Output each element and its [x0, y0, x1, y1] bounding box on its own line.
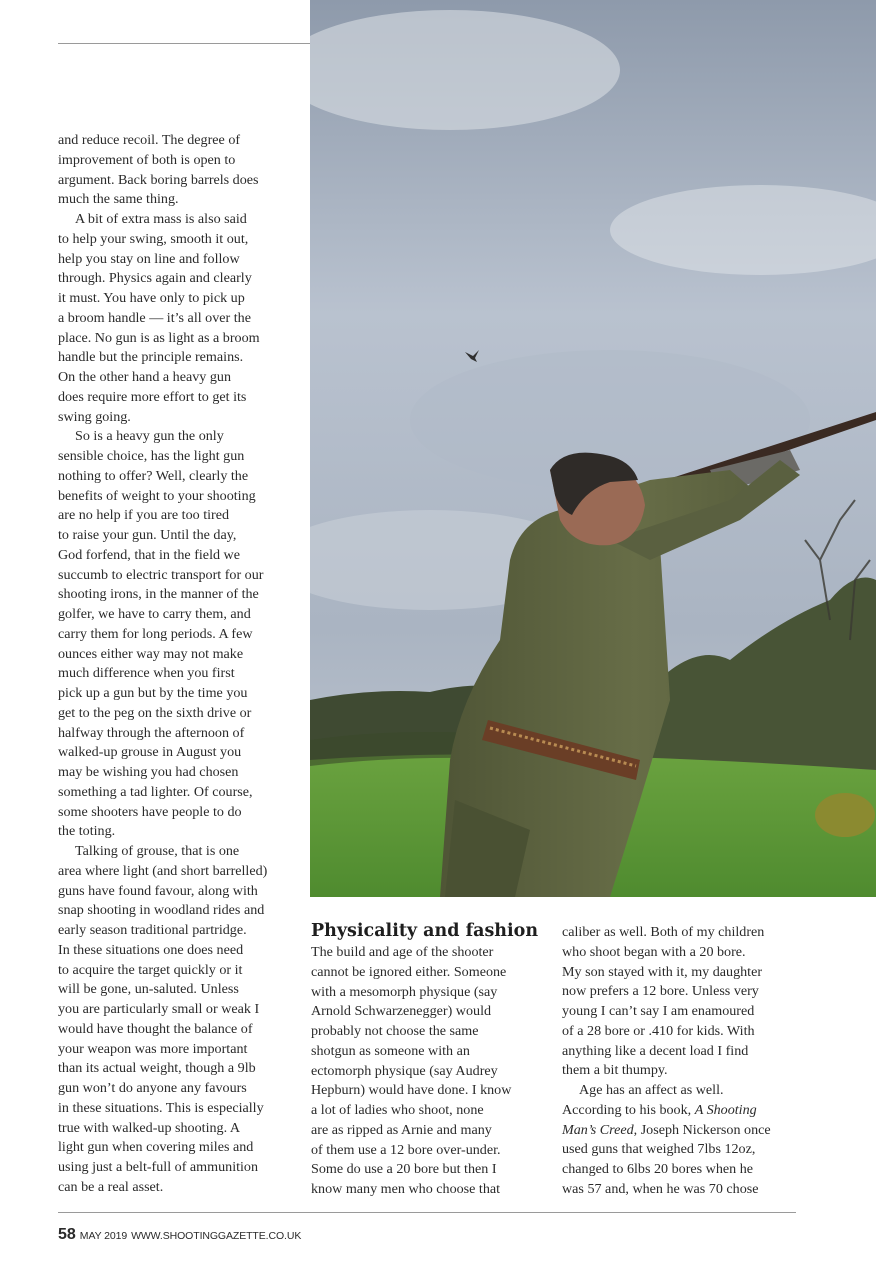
page-footer — [58, 1226, 301, 1244]
text-line: nothing to offer? Well, clearly the — [58, 467, 249, 484]
issue-date: MAY 2019 — [79, 1230, 128, 1242]
text-line: anything like a decent load I find — [562, 1042, 749, 1059]
text-line: carry them for long periods. A few — [58, 625, 253, 642]
text-line: through. Physics again and clearly — [58, 270, 252, 287]
text-line: Hepburn) would have done. I know — [311, 1082, 512, 1099]
shooter-photo — [310, 0, 876, 897]
text-line — [562, 1121, 796, 1141]
text-line: of them use a 12 bore over-under. — [311, 1141, 501, 1158]
text-line: ounces either way may not make — [58, 645, 244, 662]
text-line: get to the peg on the sixth drive or — [58, 704, 252, 721]
bottom-rule — [58, 1212, 796, 1213]
text-line: area where light (and short barrelled) — [58, 862, 268, 879]
website-link[interactable]: WWW.SHOOTINGGAZETTE.CO.UK — [131, 1230, 302, 1242]
text-line: the toting. — [58, 823, 116, 840]
section-heading: Physicality and fashion — [311, 921, 539, 941]
text-line: was 57 and, when he was 70 chose — [562, 1180, 759, 1197]
text-line: much the same thing. — [58, 191, 179, 208]
text-line: gun won’t do anyone any favours — [58, 1080, 247, 1096]
text-line: shooting irons, in the manner of the — [58, 586, 259, 603]
text-line: Arnold Schwarzenegger) would — [311, 1003, 492, 1020]
text-line: true with walked-up shooting. A — [58, 1119, 241, 1136]
text-line: sensible choice, has the light gun — [58, 448, 245, 464]
text-line: of a 28 bore or .410 for kids. With — [562, 1022, 755, 1039]
text-line: will be gone, un-saluted. Unless — [58, 981, 239, 998]
text-line: golfer, we have to carry them, and — [58, 606, 251, 622]
text-line: My son stayed with it, my daughter — [562, 963, 763, 980]
text-line: God forfend, that in the field we — [58, 546, 240, 563]
text-line: Some do use a 20 bore but then I — [311, 1161, 497, 1178]
text-line: snap shooting in woodland rides and — [58, 902, 265, 919]
text-line: it must. You have only to pick up — [58, 290, 245, 306]
text-line: So is a heavy gun the only — [75, 428, 224, 445]
text-line: guns have found favour, along with — [58, 882, 258, 899]
text-line: young I can’t say I am enamoured — [562, 1003, 755, 1019]
text-line: to raise your gun. Until the day, — [58, 527, 237, 543]
text-line: now prefers a 12 bore. Unless very — [562, 983, 759, 1000]
text-line: help you stay on line and follow — [58, 250, 240, 267]
text-line: place. No gun is as light as a broom — [58, 329, 260, 346]
text-line: some shooters have people to do — [58, 803, 242, 820]
text-line: succumb to electric transport for our — [58, 566, 264, 583]
text-line: argument. Back boring barrels does — [58, 171, 259, 188]
text-line: in these situations. This is especially — [58, 1099, 264, 1116]
text-line: A bit of extra mass is also said — [75, 211, 247, 227]
text-line: are as ripped as Arnie and many — [311, 1121, 492, 1138]
text-line: On the other hand a heavy gun — [58, 369, 231, 385]
text-line: something a tad lighter. Of course, — [58, 783, 253, 800]
text-line: cannot be ignored either. Someone — [311, 963, 507, 980]
text-line: handle but the principle remains. — [58, 349, 244, 366]
text-line: light gun when covering miles and — [58, 1139, 254, 1156]
column-right — [562, 923, 796, 1200]
text-line: used guns that weighed 7lbs 12oz, — [562, 1141, 756, 1158]
text-line: pick up a gun but by the time you — [58, 685, 248, 701]
text-line: and reduce recoil. The degree of — [58, 132, 241, 148]
text-line: probably not choose the same — [311, 1023, 479, 1039]
text-run: , Joseph Nickerson once — [633, 1121, 771, 1138]
text-line: The build and age of the shooter — [311, 944, 494, 960]
text-line: shotgun as someone with an — [311, 1042, 470, 1059]
text-line — [562, 1101, 796, 1121]
text-line: a lot of ladies who shoot, none — [311, 1102, 484, 1118]
text-line: know many men who choose that — [311, 1181, 501, 1197]
text-run: A Shooting — [694, 1101, 757, 1118]
text-line: caliber as well. Both of my children — [562, 924, 765, 940]
text-line: early season traditional partridge. — [58, 922, 247, 938]
text-line: may be wishing you had chosen — [58, 764, 239, 780]
text-line: a broom handle — it’s all over the — [58, 309, 251, 326]
text-line: benefits of weight to your shooting — [58, 487, 256, 504]
text-line: much difference when you first — [58, 665, 235, 682]
text-line: can be a real asset. — [58, 1178, 164, 1195]
text-line: to acquire the target quickly or it — [58, 961, 243, 978]
column-middle — [311, 943, 543, 1200]
text-line: improvement of both is open to — [58, 151, 236, 168]
text-line: your weapon was more important — [58, 1040, 248, 1057]
text-line: to help your swing, smooth it out, — [58, 230, 249, 247]
text-line: halfway through the afternoon of — [58, 724, 245, 741]
text-line: with a mesomorph physique (say — [311, 983, 498, 1000]
text-line: ectomorph physique (say Audrey — [311, 1062, 498, 1079]
text-line: does require more effort to get its — [58, 388, 247, 405]
text-line: are no help if you are too tired — [58, 507, 230, 524]
text-line: would have thought the balance of — [58, 1020, 253, 1037]
text-line: Age has an affect as well. — [579, 1082, 724, 1098]
text-run: According to his book, — [562, 1101, 695, 1118]
page-number: 58 — [58, 1226, 76, 1243]
text-line: who shoot began with a 20 bore. — [562, 943, 746, 960]
text-line: changed to 6lbs 20 bores when he — [562, 1161, 754, 1177]
text-line: them a bit thumpy. — [562, 1062, 668, 1079]
text-line: than its actual weight, though a 9lb — [58, 1060, 256, 1077]
column-left — [58, 131, 298, 1198]
text-line: In these situations one does need — [58, 941, 244, 958]
text-run: Man’s Creed — [562, 1121, 634, 1138]
top-rule — [58, 43, 310, 44]
text-line: Talking of grouse, that is one — [75, 843, 240, 859]
text-line: walked-up grouse in August you — [58, 744, 242, 761]
text-line: using just a belt-full of ammunition — [58, 1159, 259, 1175]
text-line: you are particularly small or weak I — [58, 1001, 260, 1017]
text-line: swing going. — [58, 408, 131, 425]
